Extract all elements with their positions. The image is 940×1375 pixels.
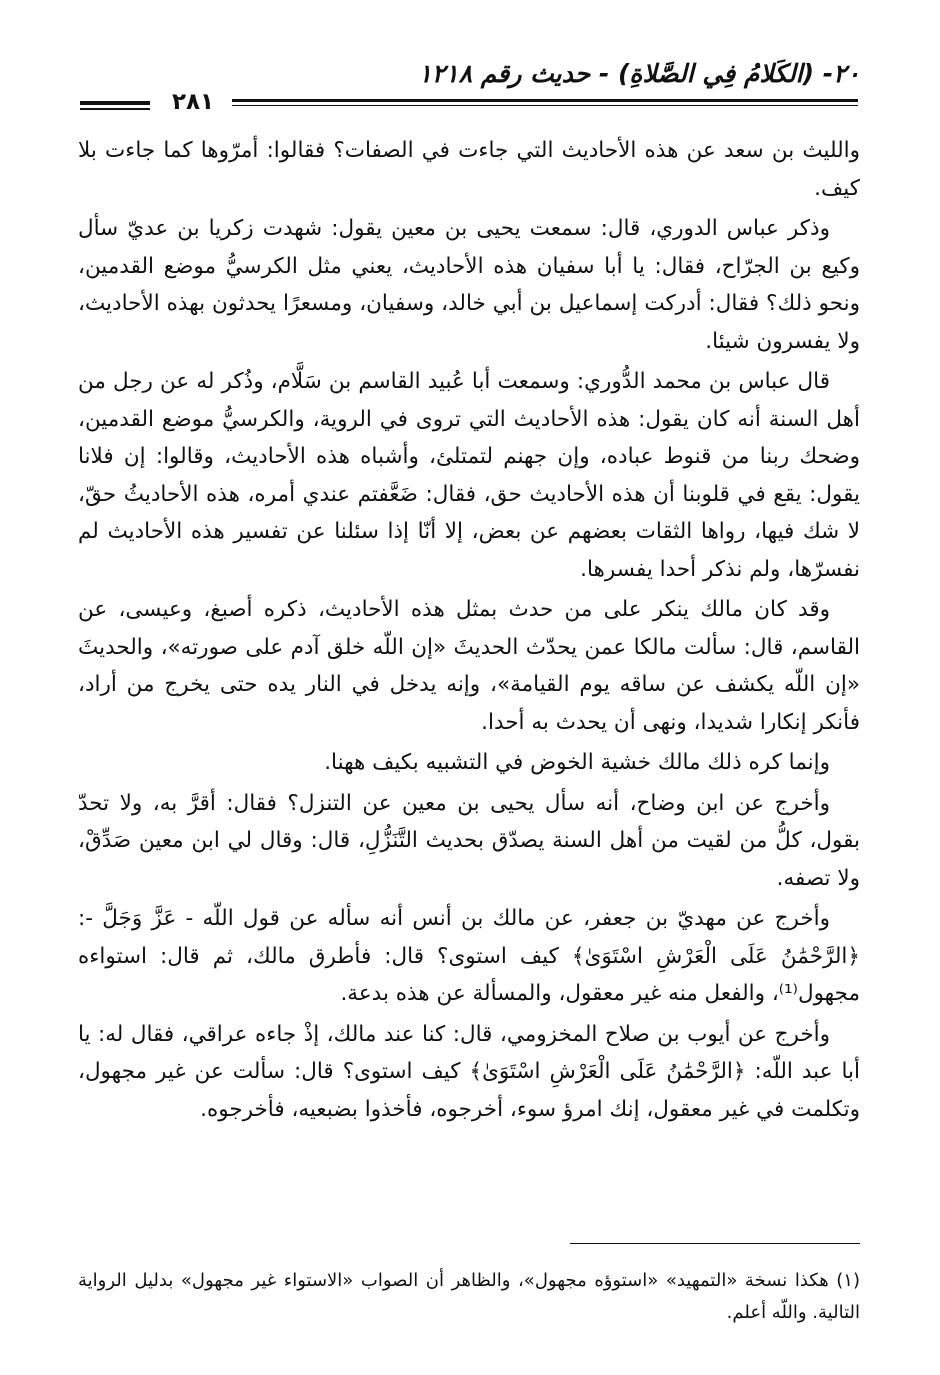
paragraph: وأخرج عن مهديّ بن جعفر، عن مالك بن أنس أنه سأله عن قول اللّه - عَزَّ وَجَلَّ -: ﴿الرَّحْمَٰنُ عَلَى الْعَرْشِ اسْتَوَىٰ﴾ كيف استوى؟ قال: فأطرق مالك، ثم قال: استواءه مجهول⁽¹⁾، والفعل منه غير معقول، والمسألة عن هذه بدعة. xyxy=(78,906,860,1006)
paragraph: قال عباس بن محمد الدُّوري: وسمعت أبا عُبيد القاسم بن سَلَّام، وذُكر له عن رجل من أهل السنة أنه كان يقول: هذه الأحاديث التي تروى في الروية، والكرسيُّ موضع القدمين، وضحك ربنا من قنوط عباده، وإن جهنم لتمتلئ، وأشباه هذه الأحاديث، وقالوا: إن فلانا يقول: يقع في قلوبنا أن هذه الأحاديث حق، فقال: ضَعَّفتم عندي أمره، هذه الأحاديثُ حقّ، لا شك فيها، رواها الثقات بعضهم عن بعض، إلا أنّا إذا سئلنا عن تفسير هذه الأحاديث لم نفسرّها، ولم نذكر أحدا يفسرها. xyxy=(78,369,860,582)
paragraph: وذكر عباس الدوري، قال: سمعت يحيى بن معين يقول: شهدت زكريا بن عديّ سأل وكيع بن الجرّاح، فقال: يا أبا سفيان هذه الأحاديث، يعني مثل الكرسيُّ موضع القدمين، ونحو ذلك؟ فقال: أدركت إسماعيل بن أبي خالد، وسفيان، ومسعرًا يحدثون بهذه الأحاديث، ولا يفسرون شيئا. xyxy=(78,216,860,354)
paragraph: وأخرج عن أيوب بن صلاح المخزومي، قال: كنا عند مالك، إذْ جاءه عراقي، فقال له: يا أبا عبد اللّه: ﴿الرَّحْمَٰنُ عَلَى الْعَرْشِ اسْتَوَىٰ﴾ كيف استوى؟ قال: سألت عن غير مجهول، وتكلمت في غير معقول، إنك امرؤ سوء، أخرجوه، فأخذوا بضبعيه، فأخرجوه. xyxy=(78,1021,860,1122)
footnote-divider xyxy=(570,1243,860,1244)
main-text xyxy=(78,132,860,1131)
page-number: ٢٨١ xyxy=(171,89,215,115)
paragraph: والليث بن سعد عن هذه الأحاديث التي جاءت في الصفات؟ فقالوا: أمرّوها كما جاءت بلا كيف. xyxy=(78,138,860,201)
header-rule-short xyxy=(80,101,150,105)
paragraph: وقد كان مالك ينكر على من حدث بمثل هذه الأحاديث، ذكره أصبغ، وعيسى، عن القاسم، قال: سألت مالكا عمن يحدّث الحديثَ «إن اللّه خلق آدم على صورته»، والحديثَ «إن اللّه يكشف عن ساقه يوم القيامة»، وإنه يدخل في النار يده حتى يخرج من أراد، فأنكر إنكارا شديدا، ونهى أن يحدث به أحدا. xyxy=(78,597,860,735)
header-rule xyxy=(232,99,858,102)
paragraph: وإنما كره ذلك مالك خشية الخوض في التشبيه بكيف ههنا. xyxy=(324,750,830,775)
running-header-title: ٢٠- (الكَلامُ فِي الصَّلاةِ) - حديث رقم ١٢١٨ xyxy=(418,59,860,88)
paragraph: وأخرج عن ابن وضاح، أنه سأل يحيى بن معين عن التنزل؟ فقال: أقرَّ به، ولا تحدّ بقول، كلُّ من لقيت من أهل السنة يصدّق بحديث التَّنَزُّلِ، قال: وقال لي ابن معين صَدِّقْ، ولا تصفه. xyxy=(78,790,860,891)
footnote: (١) هكذا نسخة «التمهيد» «استوؤه مجهول»، والظاهر أن الصواب «الاستواء غير مجهول» بدليل الرواية التالية. واللّه أعلم. xyxy=(78,1270,860,1323)
